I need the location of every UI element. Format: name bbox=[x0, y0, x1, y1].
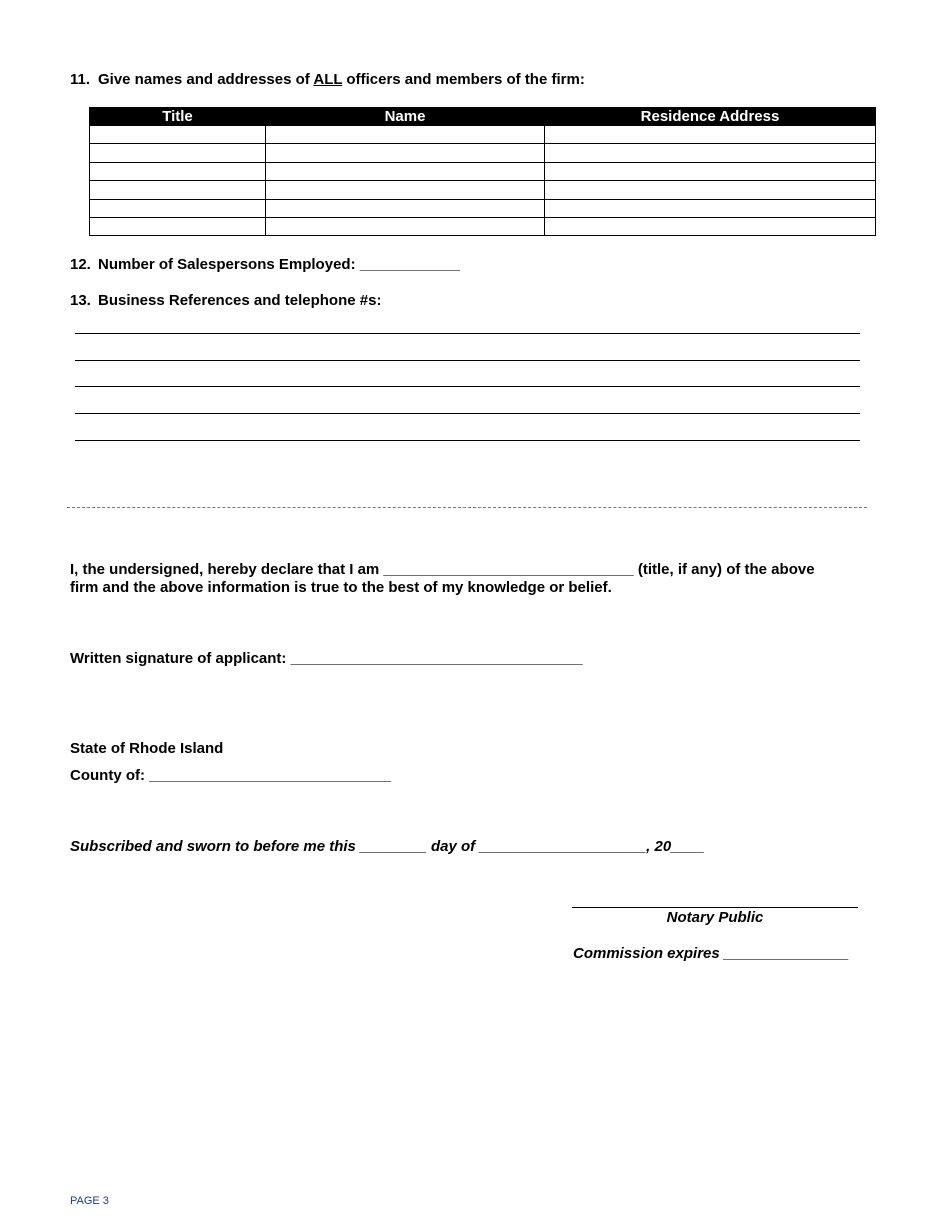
cell-title[interactable] bbox=[90, 199, 266, 217]
question-13-number: 13. bbox=[70, 292, 91, 309]
question-11-number: 11. bbox=[70, 71, 91, 88]
cell-title[interactable] bbox=[90, 217, 266, 235]
table-row bbox=[90, 126, 876, 144]
declaration-line-2: firm and the above information is true to the best of my knowledge or belief. bbox=[70, 579, 612, 596]
cell-address[interactable] bbox=[545, 181, 876, 199]
officers-table-header-row bbox=[90, 108, 876, 126]
declaration bbox=[70, 561, 870, 597]
cell-name[interactable] bbox=[266, 199, 545, 217]
cell-name[interactable] bbox=[266, 162, 545, 180]
question-11 bbox=[70, 71, 585, 88]
reference-line[interactable] bbox=[75, 413, 860, 414]
declaration-line-1[interactable]: I, the undersigned, hereby declare that I am ______________________________ (title, if any) of the above bbox=[70, 561, 815, 578]
applicant-signature-field[interactable]: Written signature of applicant: ___________________________________ bbox=[70, 650, 583, 667]
cell-name[interactable] bbox=[266, 144, 545, 162]
question-11-text-after: officers and members of the firm: bbox=[342, 71, 585, 88]
header-name: Name bbox=[266, 108, 545, 126]
cell-name[interactable] bbox=[266, 217, 545, 235]
question-12-text[interactable]: Number of Salespersons Employed: ____________ bbox=[98, 256, 460, 273]
notary-public-label: Notary Public bbox=[666, 909, 764, 926]
question-13-text: Business References and telephone #s: bbox=[98, 292, 382, 309]
table-row bbox=[90, 162, 876, 180]
question-12-number: 12. bbox=[70, 256, 91, 273]
cell-address[interactable] bbox=[545, 162, 876, 180]
officers-table bbox=[89, 107, 876, 236]
table-row bbox=[90, 144, 876, 162]
question-13 bbox=[70, 292, 381, 309]
question-11-text-before: Give names and addresses of bbox=[98, 71, 314, 88]
table-row bbox=[90, 181, 876, 199]
section-divider bbox=[67, 507, 867, 508]
question-11-emphasis: ALL bbox=[313, 71, 343, 88]
cell-address[interactable] bbox=[545, 126, 876, 144]
reference-line[interactable] bbox=[75, 333, 860, 334]
cell-address[interactable] bbox=[545, 144, 876, 162]
county-field[interactable]: County of: _____________________________ bbox=[70, 767, 392, 784]
state-label: State of Rhode Island bbox=[70, 740, 224, 757]
header-title: Title bbox=[90, 108, 266, 126]
page-number: PAGE 3 bbox=[70, 1195, 109, 1207]
table-row bbox=[90, 199, 876, 217]
notary-signature-line[interactable] bbox=[572, 907, 858, 908]
cell-title[interactable] bbox=[90, 162, 266, 180]
cell-address[interactable] bbox=[545, 217, 876, 235]
subscribed-sworn-line[interactable]: Subscribed and sworn to before me this ________ day of ____________________, 20____ bbox=[70, 838, 705, 855]
cell-title[interactable] bbox=[90, 144, 266, 162]
reference-line[interactable] bbox=[75, 386, 860, 387]
reference-line[interactable] bbox=[75, 360, 860, 361]
header-residence-address: Residence Address bbox=[545, 108, 876, 126]
reference-line[interactable] bbox=[75, 440, 860, 441]
cell-name[interactable] bbox=[266, 126, 545, 144]
commission-expires-field[interactable]: Commission expires _______________ bbox=[573, 945, 850, 962]
table-row bbox=[90, 217, 876, 235]
cell-title[interactable] bbox=[90, 181, 266, 199]
question-12 bbox=[70, 256, 460, 273]
cell-name[interactable] bbox=[266, 181, 545, 199]
cell-address[interactable] bbox=[545, 199, 876, 217]
cell-title[interactable] bbox=[90, 126, 266, 144]
